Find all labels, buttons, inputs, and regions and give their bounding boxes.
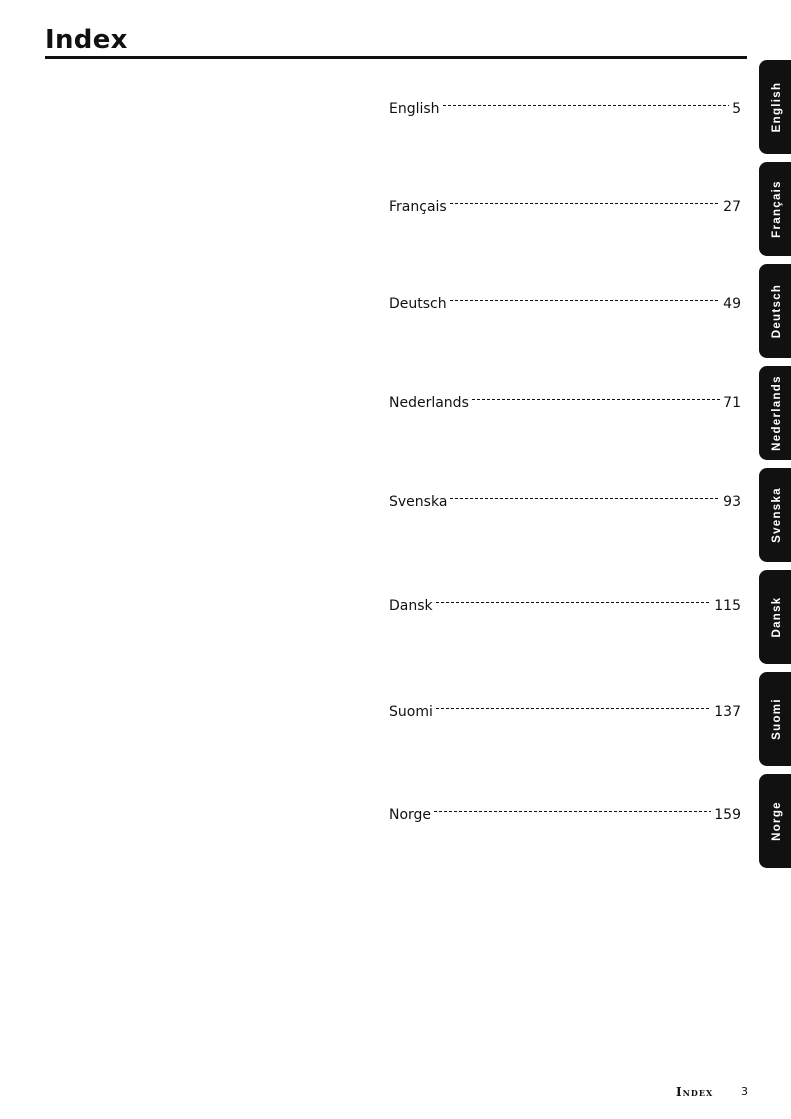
toc-entry-label: Suomi (389, 704, 433, 720)
tab-label: Français (771, 180, 783, 238)
toc-page-number: 159 (714, 807, 741, 823)
tab-label: Nederlands (771, 375, 783, 451)
toc-entry-norge[interactable] (389, 805, 741, 825)
toc-entry-francais[interactable] (389, 197, 741, 217)
toc-page-number: 93 (723, 494, 741, 510)
page-title: Index (45, 25, 128, 55)
toc-leader (450, 498, 720, 499)
tab-suomi[interactable] (759, 672, 791, 766)
toc-entry-label: Deutsch (389, 296, 447, 312)
toc-page-number: 115 (714, 598, 741, 614)
tab-label: English (771, 81, 783, 133)
toc-entry-label: Norge (389, 807, 432, 823)
tab-nederlands[interactable] (759, 366, 791, 460)
toc-leader (443, 105, 730, 106)
toc-page-number: 27 (723, 199, 741, 215)
toc-entry-label: English (389, 101, 440, 117)
tab-english[interactable] (759, 60, 791, 154)
toc-page-number: 137 (714, 704, 741, 720)
toc-entry-svenska[interactable] (389, 492, 741, 512)
toc-leader (434, 811, 711, 812)
tab-label: Svenska (771, 487, 783, 543)
toc-entry-label: Dansk (389, 598, 433, 614)
toc-entry-english[interactable] (389, 99, 741, 119)
toc-entry-deutsch[interactable] (389, 294, 741, 314)
footer-page-number: 3 (741, 1085, 748, 1098)
tab-label: Deutsch (771, 283, 783, 339)
toc-entry-label: Svenska (389, 494, 448, 510)
toc-leader (472, 399, 720, 400)
footer-section-label: Index (676, 1085, 714, 1099)
tab-svenska[interactable] (759, 468, 791, 562)
title-rule (45, 56, 747, 59)
tab-francais[interactable] (759, 162, 791, 256)
toc-leader (436, 602, 712, 603)
tab-label: Dansk (771, 596, 783, 638)
tab-label: Norge (771, 801, 783, 841)
toc-entry-label: Français (389, 199, 447, 215)
toc-leader (436, 708, 711, 709)
toc-page-number: 71 (723, 395, 741, 411)
toc-entry-nederlands[interactable] (389, 393, 741, 413)
toc-page-number: 5 (732, 101, 741, 117)
tab-norge[interactable] (759, 774, 791, 868)
tab-dansk[interactable] (759, 570, 791, 664)
toc-entry-dansk[interactable] (389, 596, 741, 616)
toc-leader (450, 300, 721, 301)
toc-page-number: 49 (723, 296, 741, 312)
tab-label: Suomi (771, 698, 783, 740)
toc-entry-label: Nederlands (389, 395, 469, 411)
toc-leader (450, 203, 720, 204)
toc-entry-suomi[interactable] (389, 702, 741, 722)
tab-deutsch[interactable] (759, 264, 791, 358)
